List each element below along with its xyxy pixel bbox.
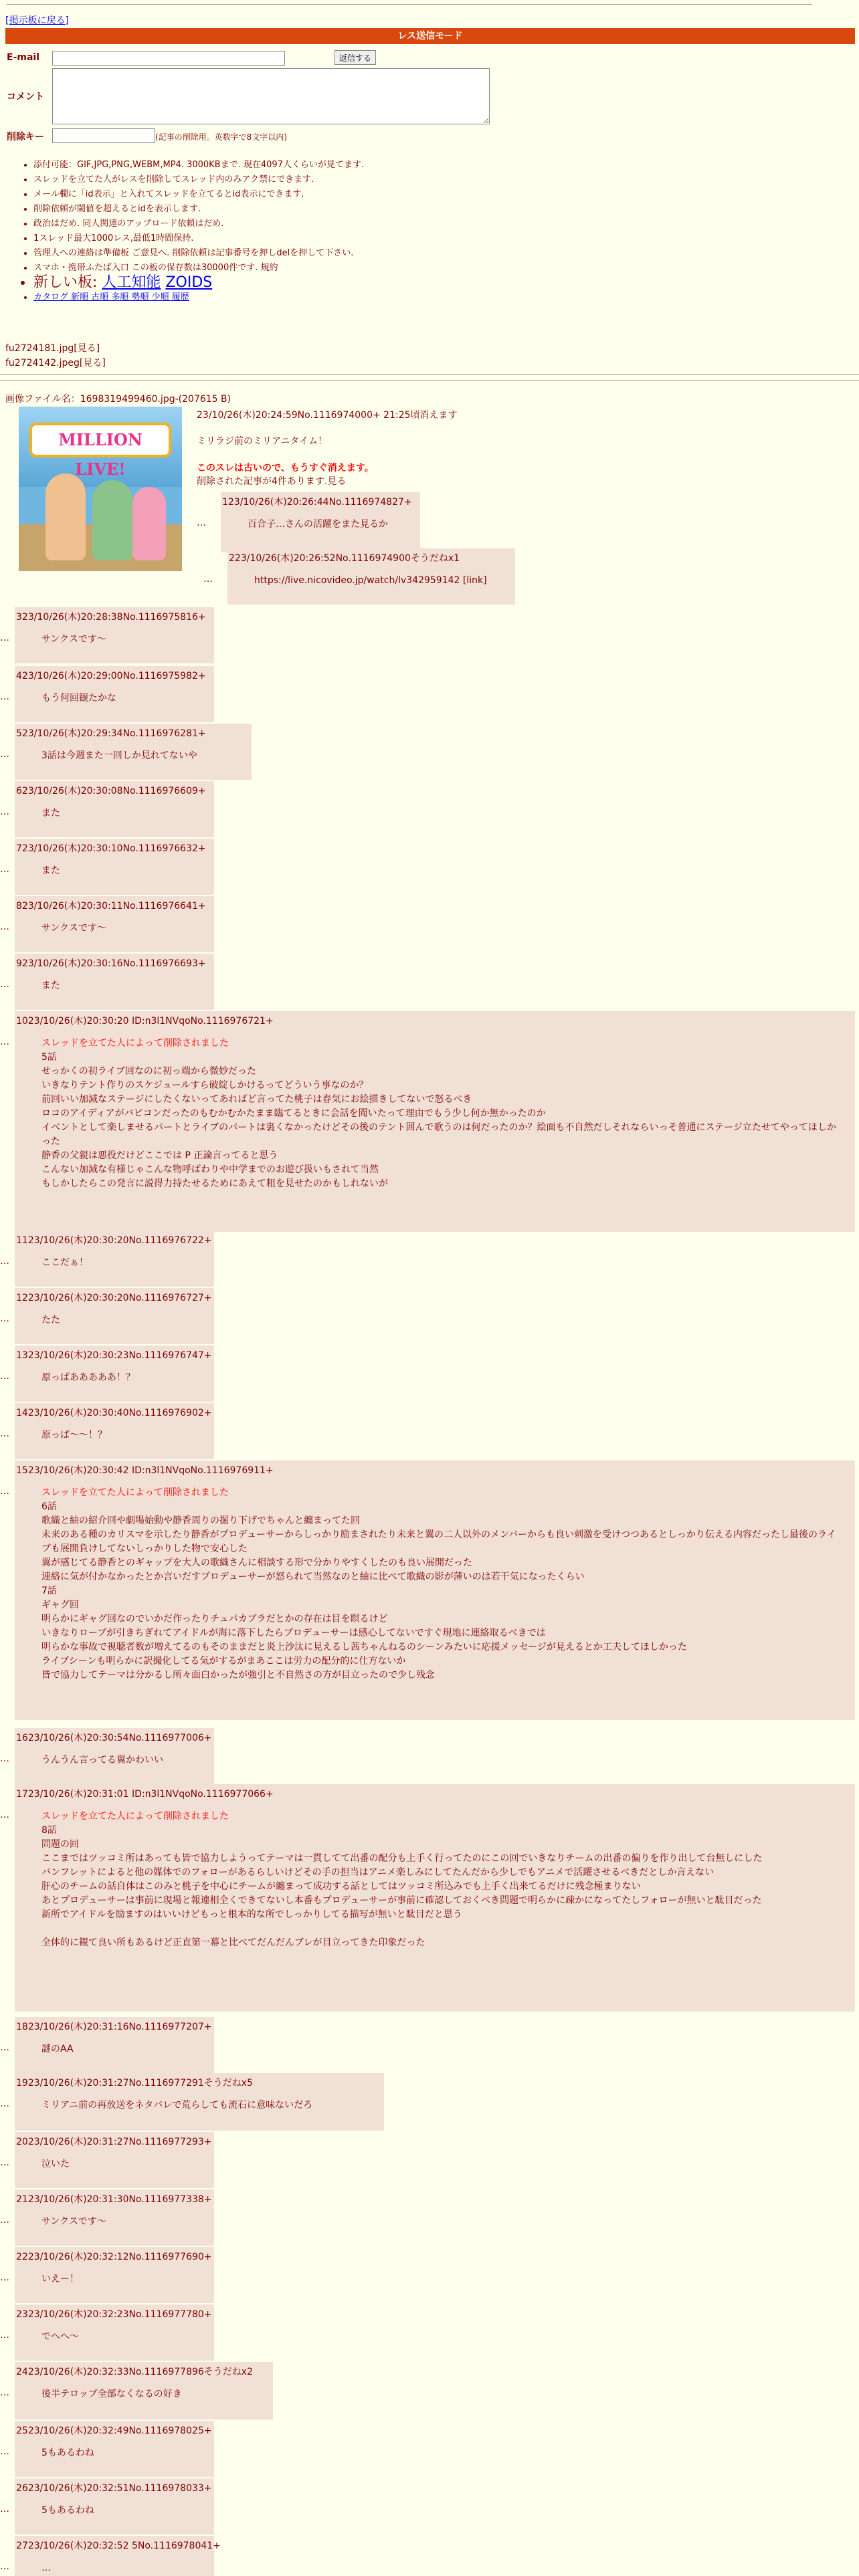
reply-post [15,1346,214,1402]
reply-line: 未来のある種のカリスマを示したり静香がプロデューサーからしっかり励まされたり未来と翼の二人以外のメンバーからも良い刺激を受けつつあるとしっかり伝える内容だったし最後のライブも展開負けしてないしっかりした物で安心した [41,1529,836,1554]
op-comment: ミリラジ前のミリアニタイム！ [197,436,328,447]
reply-indent: … [0,922,9,932]
reply-body [41,1486,844,1683]
reply-line [41,1922,844,1936]
op-header: 23/10/26(木)20:24:59No.1116974000+ 21:25頃消えます [197,410,458,421]
reply-body [41,1371,203,1385]
reply-line: もしかしたらこの発言に説得力持たせるためにあえて粗を見せたのかもしれないが [41,1178,388,1189]
reply-post [15,2362,273,2420]
reply-line: また [41,865,60,876]
reply-line: また [41,980,60,991]
reply-post [15,2421,214,2477]
op-file-info[interactable]: 画像ファイル名：1698319499460.jpg-(207615 B) [5,394,231,405]
reply-post [15,2189,214,2246]
reply-indent: … [0,2099,9,2109]
reply-post [15,607,214,663]
file-link[interactable]: fu2724142.jpeg[見る] [5,358,106,368]
reply-indent: … [0,1753,9,1764]
reply-body [248,518,409,532]
reply-post [227,548,515,605]
new-boards-item [33,276,364,290]
reply-line: 歌織と紬の紹介回や劇場始動や静香周りの掘り下げでちゃんと纏まってた回 [41,1515,360,1526]
reply-body [41,633,203,647]
reply-body [41,1810,844,1950]
reply-line: サンクスです〜 [41,634,106,645]
reply-line: ギャグ回 [41,1600,79,1610]
reply-indent: … [0,1810,9,1820]
reply-header[interactable]: 1523/10/26(木)20:30:42 ID:n3l1NVqoNo.1116976911+ [16,1465,274,1476]
new-boards-label: 新しい板: [33,274,98,291]
reply-line: いきなりロープが引きちぎれてアイドルが海に落下したらプロデューサーは感心してないですぐ現地に連絡取るべきでは [41,1628,546,1638]
reply-header[interactable]: 623/10/26(木)20:30:08No.1116976609+ [16,786,206,796]
reply-line: … [41,2563,51,2573]
reply-post [15,2132,214,2188]
thumb-figure [92,480,132,560]
reply-body [41,2387,262,2401]
reply-submit-button[interactable]: 返信する [335,50,376,65]
reply-post [15,1461,855,1720]
reply-indent: … [0,864,9,875]
reply-indent: … [0,2504,9,2514]
reply-indent: … [0,2157,9,2168]
reply-line: 泣いた [41,2159,70,2169]
reply-indent: … [0,1313,9,1324]
reply-post [15,2247,214,2303]
delete-key-label: 削除キー [7,132,44,142]
reply-header[interactable]: 1123/10/26(木)20:30:20No.1116976722+ [16,1235,212,1246]
reply-indent: … [0,633,9,643]
reply-post [15,781,214,837]
delete-key-field[interactable] [52,128,155,143]
notice-item: • 管理人への連絡は準備板 ご意見へ. 削除依頼は記事番号を押しdelを押して下さい. [33,246,364,261]
reply-header[interactable]: 223/10/26(木)20:26:52No.1116974900そうだねx1 [229,553,460,564]
reply-post [15,896,214,952]
file-link[interactable]: fu2724181.jpg[見る] [5,343,100,354]
reply-body [41,1753,203,1767]
reply-line: 前回いい加減なステージにしたくないってあればど言ってた桃子は春気にお絵描きしてないで怒るべき [41,1094,472,1105]
reply-indent: … [0,749,9,760]
reply-line: でへへ〜 [41,2331,79,2342]
reply-line: 7話 [41,1586,57,1596]
reply-body [254,574,504,588]
reply-header[interactable]: 723/10/26(木)20:30:10No.1116976632+ [16,843,206,854]
thumb-figure [45,473,86,560]
reply-body [41,979,203,993]
reply-line: ここだぁ！ [41,1257,88,1268]
reply-indent: … [0,2446,9,2457]
reply-line: もう何回観たかな [41,693,116,704]
reply-line: 5話 [41,1052,57,1063]
reply-indent: … [0,1486,9,1497]
reply-line: いきなりテント作りのスケジュールすら破綻しかけるってどういう事なのか？ [41,1080,369,1091]
reply-post [15,954,214,1010]
reply-header[interactable]: 1623/10/26(木)20:30:54No.1116977006+ [16,1733,212,1743]
reply-body [41,2099,373,2113]
reply-line: 原っぱあああああ！？ [41,1372,135,1383]
reply-header[interactable]: 2523/10/26(木)20:32:49No.1116978025+ [16,2426,212,2436]
reply-header[interactable]: 2423/10/26(木)20:32:33No.1116977896そうだねx2 [16,2367,253,2377]
board-link-ai[interactable]: 人工知能 [102,274,161,291]
reply-body [41,807,203,821]
reply-line: サンクスです〜 [41,2216,106,2227]
reply-post [221,492,420,552]
reply-header[interactable]: 323/10/26(木)20:28:38No.1116975816+ [16,612,206,623]
reply-post [15,1230,214,1287]
reply-header[interactable]: 1323/10/26(木)20:30:23No.1116976747+ [16,1350,212,1361]
reply-body [41,1428,203,1442]
reply-body [41,2042,203,2056]
reply-indent: … [0,691,9,702]
reply-line: こんない加減な有様じゃこんな物呼ばわりや中学までのお遊び扱いもされて当然 [41,1164,379,1175]
deleted-by-op-notice: スレッドを立てた人によって削除されました [41,1038,229,1049]
reply-body [41,2272,203,2286]
notice-item: • 政治はだめ. 同人関連のアップロード依頼はだめ. [33,217,364,231]
reply-indent: … [0,1371,9,1382]
reply-line: ここまではツッコミ所はあっても皆で協力しようってテーマは一貫してて出番の配分も上手く行ってたのにこの回でいきなりチームの出番の偏りを作り出して台無しにした [41,1853,763,1864]
catalog-item [33,290,364,305]
reply-header[interactable]: 523/10/26(木)20:29:34No.1116976281+ [16,728,206,739]
op-body [197,435,374,488]
reply-post [15,2017,214,2073]
reply-line: うんうん言ってる翼かわいい [41,1755,163,1765]
reply-indent: … [0,2042,9,2053]
notice-item: • スレッドを立てた人がレスを削除してスレッド内のみアク禁にできます. [33,173,364,187]
reply-line: サンクスです〜 [41,923,106,934]
reply-line: 8話 [41,1825,57,1836]
reply-line: 肝心のチームの話自体はこのみと桃子を中心にチームが纏まって成功する話としてはツッコミ所込みでも上手く出来てるだけに残念極まりない [41,1881,641,1892]
reply-line: バンフレットによると他の媒体でのフォローがあるらしいけどその手の担当はアニメ楽しみにしてたんだから少しでもアニメで活躍させるべきだとしか言えない [41,1867,714,1878]
reply-line: ライブシーンも明らかに訳撮化してる気がするがまあここは労力の配分的に仕方ないか [41,1656,406,1667]
reply-line: 百合子…さんの活躍をまた見るか [248,519,388,530]
reply-indent: … [0,1037,9,1047]
reply-body [41,864,203,878]
reply-post [15,1403,214,1459]
reply-body [41,2215,203,2229]
reply-line: ロコのアイディアがバビコンだったのもむかむかたまま臨てるときに会話を聞いたって理由でもう少し何か無かったのか [41,1108,546,1119]
reply-body [41,1256,203,1270]
deleted-notice: 削除された記事が4件あります.見る [197,476,347,487]
reply-post [15,839,214,895]
thumb-figure [132,487,166,560]
reply-header[interactable]: 423/10/26(木)20:29:00No.1116975982+ [16,671,206,681]
reply-line: 全体的に観て良い所もあるけど正直第一幕と比べてだんだんブレが目立ってきた印象だった [41,1937,425,1948]
reply-post [15,2478,214,2535]
reply-line: 5もあるわね [41,2448,94,2458]
reply-post [15,1728,214,1784]
reply-body [41,1037,844,1191]
comment-label: コメント [7,92,44,102]
reply-line: たた [41,1315,60,1325]
reply-post [15,1784,855,2012]
reply-line: イベントとして楽しませるパートとライブのパートは裏くなかったけどその後のテント囲んで歌うのは何だったのか？絵面も不自然だしそれならいっそ普通にステージ立たせてやってほしかった [41,1122,836,1147]
reply-body [41,922,203,936]
reply-line: 静香の父親は悪役だけどここでは P 正論言ってると思う [41,1150,278,1161]
notice-item: • スマホ・携帯ふたば入口 この板の保存数は30000件です. 規約 [33,261,364,276]
reply-line: 謎のAA [41,2044,74,2054]
reply-line: 明らかにギャグ回なのでいかだ作ったりチュパカブラだとかの存在は目を瞑るけど [41,1614,388,1624]
reply-header[interactable]: 2623/10/26(木)20:32:51No.1116978033+ [16,2483,212,2494]
reply-header[interactable]: 1923/10/26(木)20:31:27No.1116977291そうだねx5 [16,2078,253,2088]
reply-header[interactable]: 2223/10/26(木)20:32:12No.1116977690+ [16,2252,212,2262]
deleted-by-op-notice: スレッドを立てた人によって削除されました [41,1487,229,1498]
delete-key-note: (記事の削除用。英数字で8文字以内) [155,132,287,142]
reply-line: 翼が感じてる静香とのギャップを大人の歌織さんに相談する形で分かりやすくしたのも良い展開だった [41,1558,472,1568]
reply-post [15,666,214,722]
reply-body [41,2561,203,2575]
reply-header[interactable]: 1423/10/26(木)20:30:40No.1116976902+ [16,1408,212,1418]
reply-header[interactable]: 2323/10/26(木)20:32:23No.1116977780+ [16,2309,212,2320]
catalog-links[interactable]: カタログ 新順 古順 多順 勢順 少順 履歴 [33,292,189,302]
board-link-zoids[interactable]: ZOIDS [165,274,213,291]
reply-line: 問題の回 [41,1839,79,1850]
reply-line: せっかくの初ライブ回なのに初っ端から微妙だった [41,1066,256,1077]
email-label: E-mail [7,52,40,63]
reply-body [41,749,241,763]
reply-header[interactable]: 923/10/26(木)20:30:16No.1116976693+ [16,958,206,969]
reply-header[interactable]: 2023/10/26(木)20:31:27No.1116977293+ [16,2137,212,2147]
reply-body [41,2446,203,2460]
notice-item: • 1スレッド最大1000レス,最低1時間保持. [33,231,364,246]
reply-indent: … [197,518,206,528]
reply-line: 後半テロップ全部なくなるの好き [41,2389,182,2399]
old-thread-warning: このスレは古いので、もうすぐ消えます。 [197,463,374,473]
reply-body [41,691,203,706]
reply-body [41,1313,203,1327]
back-to-board-link[interactable]: [掲示板に戻る] [5,15,69,26]
reply-header[interactable]: 823/10/26(木)20:30:11No.1116976641+ [16,901,206,911]
reply-post [15,724,252,780]
reply-line: 5もあるわね [41,2505,94,2516]
deleted-by-op-notice: スレッドを立てた人によって削除されました [41,1811,229,1822]
reply-line: 3話は今週また一回しか見れてないや [41,750,197,761]
reply-indent: … [0,2215,9,2226]
reply-post [15,2304,214,2361]
reply-mode-banner: レス送信モード [5,28,855,44]
reply-header[interactable]: 2123/10/26(木)20:31:30No.1116977338+ [16,2194,212,2205]
reply-line: あとプロデューサーは事前に現場と報連相全くできてないし本番もプロデューサーが事前に確認しておくべき問題で明らかに疎かになってたしフォローが無いと駄目だった [41,1895,762,1906]
reply-indent: … [203,574,213,584]
reply-indent: … [0,2387,9,2398]
reply-header[interactable]: 1023/10/26(木)20:30:20 ID:n3l1NVqoNo.1116976721+ [16,1016,274,1027]
reply-body [41,2157,203,2171]
reply-indent: … [0,2561,9,2572]
top-divider [7,4,812,5]
reply-indent: … [0,1428,9,1439]
reply-line: ミリアニ前の再放送をネタバレで荒らしても流石に意味ないだろ [41,2100,313,2111]
reply-line: 原っぱ〜〜！？ [41,1430,107,1440]
reply-post [15,2536,221,2576]
notice-item: • メール欄に「id表示」と入れてスレッドを立てるとid表示にできます. [33,187,364,202]
divider [0,380,859,381]
reply-line: 6話 [41,1501,57,1512]
reply-indent: … [0,1256,9,1267]
reply-header[interactable]: 1223/10/26(木)20:30:20No.1116976727+ [16,1293,212,1303]
reply-line: 明らかな事故で視聴者数が増えてるのもそのままだと炎上沙汰に見えるし茜ちゃんねるのシーンみたいに応援メッセージが見えるとか工夫してほしかった [41,1642,687,1652]
reply-post [15,2073,384,2131]
reply-header[interactable]: 1823/10/26(木)20:31:16No.1116977207+ [16,2022,212,2032]
op-thumbnail-image[interactable] [19,407,182,571]
reply-line: 皆で協力してテーマは分かるし所々面白かったが強引と不自然さの方が目立ったので少し残念 [41,1670,435,1681]
comment-textarea[interactable] [52,68,490,124]
reply-post [15,1288,214,1344]
reply-line: また [41,808,60,819]
reply-header[interactable]: 123/10/26(木)20:26:44No.1116974827+ [222,497,412,508]
thumb-logo: MILLION LIVE! [32,425,169,455]
divider [0,374,859,375]
reply-line: 連絡に気が付かなかったとか言いだすプロデューサーが怒られて当然なのと紬に比べて歌織の影が薄いのは若干気になったくらい [41,1572,585,1582]
reply-header[interactable]: 2723/10/26(木)20:32:52 5No.1116978041+ [16,2541,221,2551]
reply-body [41,2504,203,2518]
reply-line: 新所でアイドルを励ますのはいいけどもっと根本的な所でしっかりしてる描写が無いと駄目だと思う [41,1909,462,1920]
reply-post [15,1011,855,1232]
reply-indent: … [0,2272,9,2283]
notice-item: • 削除依頼が閾値を超えるとidを表示します. [33,202,364,217]
reply-indent: … [0,807,9,817]
reply-line: いえー！ [41,2274,79,2284]
notice-list [19,158,364,305]
reply-body [41,2330,203,2344]
reply-header[interactable]: 1723/10/26(木)20:31:01 ID:n3l1NVqoNo.1116977066+ [16,1789,274,1800]
reply-line: https://live.nicovideo.jp/watch/lv342959142 [link] [254,575,487,586]
reply-indent: … [0,979,9,990]
notice-item: • 添付可能：GIF,JPG,PNG,WEBM,MP4. 3000KBまで. 現在4097人くらいが見てます. [33,158,364,173]
reply-indent: … [0,2330,9,2341]
email-field[interactable] [52,51,285,66]
